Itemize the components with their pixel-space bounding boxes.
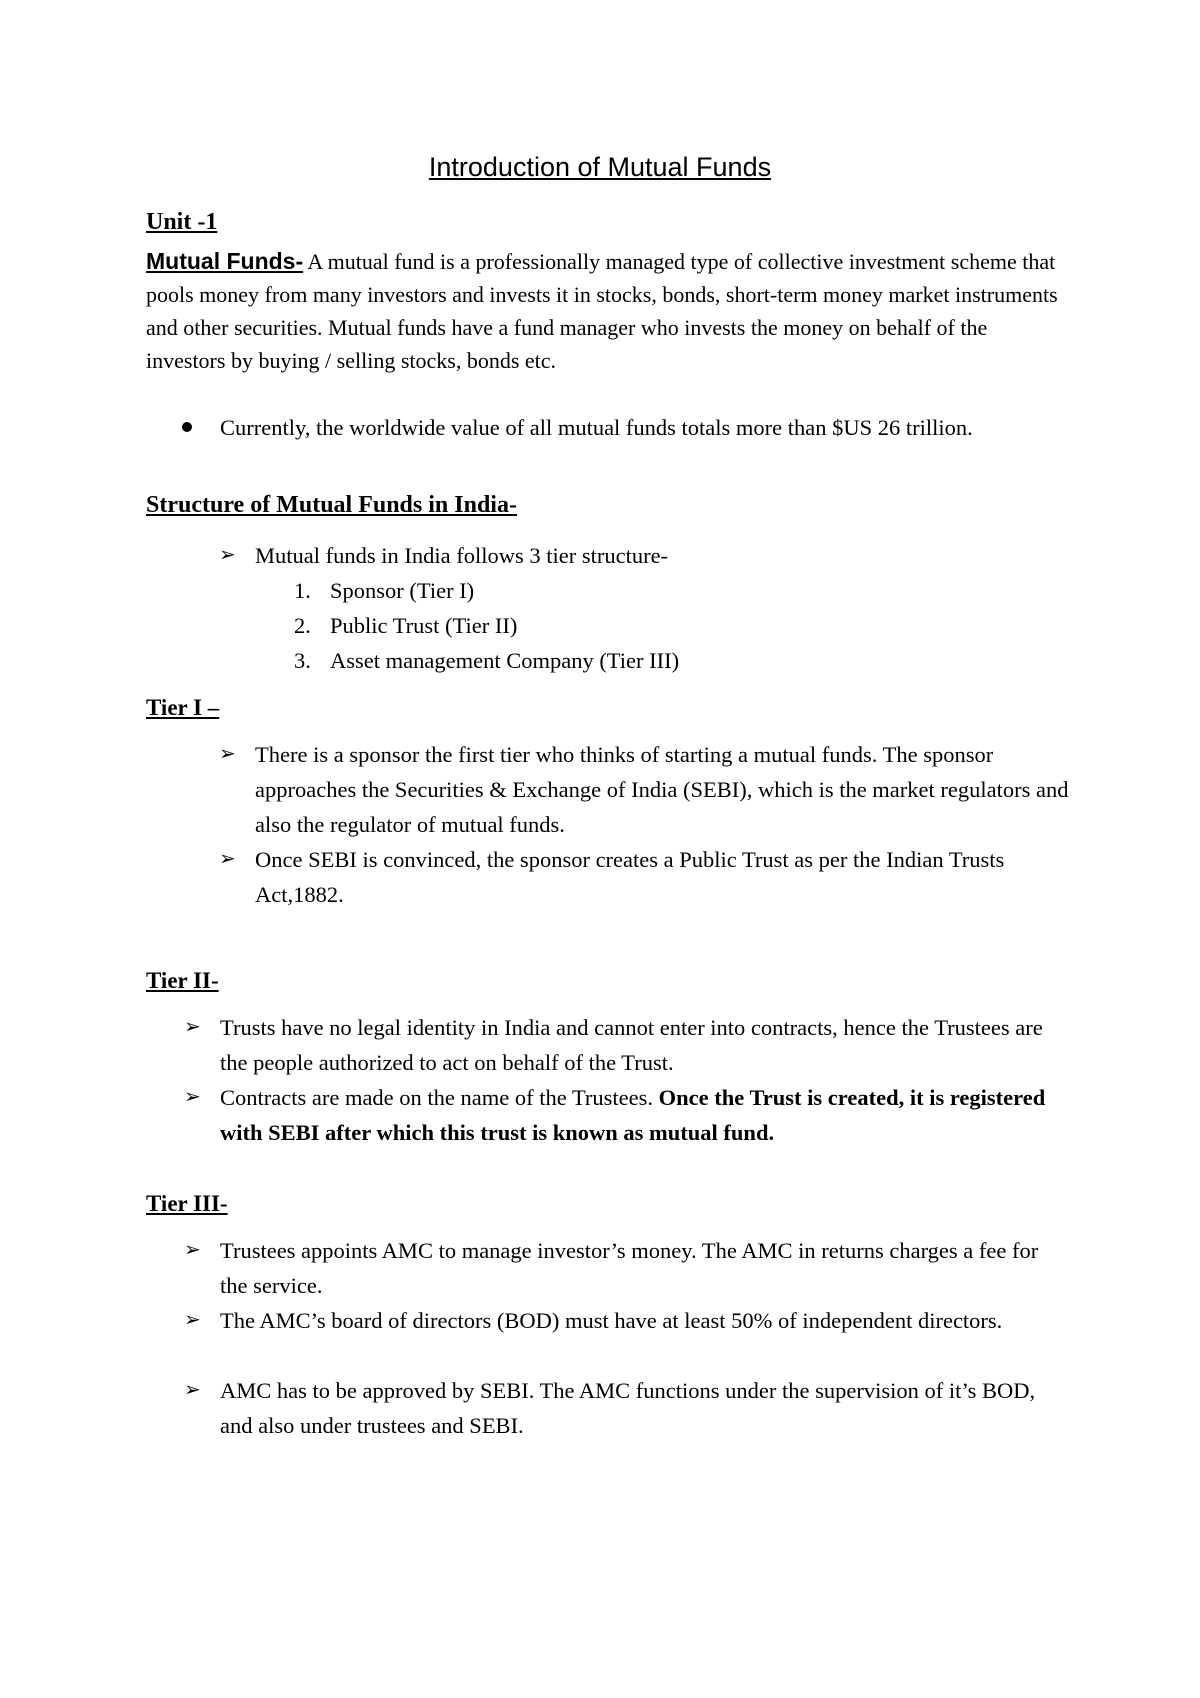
intro-lead: Mutual Funds-: [146, 248, 304, 274]
arrow-bullet-icon: ➢: [219, 544, 236, 566]
list-item: [219, 842, 1075, 912]
page-title: Introduction of Mutual Funds: [428, 152, 772, 182]
bullet-dot-icon: [182, 422, 192, 432]
tier3-point-text: AMC has to be approved by SEBI. The AMC functions under the supervision of it’s BOD, and also under trustees and SEBI.: [220, 1378, 1036, 1438]
arrow-bullet-icon: ➢: [219, 848, 236, 870]
tier1-point-text: There is a sponsor the first tier who thinks of starting a mutual funds. The sponsor approaches the Securities & Exchange of India (SEBI), which is the market regulators and also the regulator of mutual funds.: [255, 742, 1069, 837]
intro-bullet-text: Currently, the worldwide value of all mutual funds totals more than $US 26 trillion.: [220, 415, 973, 440]
intro-text: A mutual fund is a professionally managed type of collective investment scheme that pools money from many investors and invests it in stocks, bonds, short-term money market instruments and other securities. Mutual funds have a fund manager who invests the money on behalf of the investors by buying / selling stocks, bonds etc.: [146, 249, 1058, 373]
tier1-heading: Tier I –: [146, 695, 220, 720]
list-item: [219, 737, 1075, 842]
list-number: 1.: [294, 578, 311, 603]
intro-paragraph: [146, 245, 1066, 377]
tier2-heading: Tier II-: [146, 968, 219, 993]
list-item: [294, 643, 680, 678]
list-item: [184, 1010, 1070, 1080]
list-text: Asset management Company (Tier III): [330, 648, 680, 673]
list-item: [294, 573, 475, 608]
list-item: [220, 410, 1040, 445]
structure-lead: Mutual funds in India follows 3 tier structure-: [255, 543, 669, 568]
structure-heading: Structure of Mutual Funds in India-: [146, 492, 517, 518]
arrow-bullet-icon: ➢: [219, 743, 236, 765]
tier3-point-text: Trustees appoints AMC to manage investor’s money. The AMC in returns charges a fee for the service.: [220, 1238, 1039, 1298]
tier2-point-text: Contracts are made on the name of the Trustees.: [220, 1085, 659, 1110]
list-item: [184, 1373, 1070, 1443]
tier1-point-text: Once SEBI is convinced, the sponsor creates a Public Trust as per the Indian Trusts Act,1882.: [255, 847, 1005, 907]
list-number: 2.: [294, 613, 311, 638]
tier3-heading: Tier III-: [146, 1191, 228, 1216]
arrow-bullet-icon: ➢: [184, 1239, 201, 1261]
arrow-bullet-icon: ➢: [184, 1379, 201, 1401]
list-text: Public Trust (Tier II): [330, 613, 518, 638]
list-item: [294, 608, 518, 643]
list-item: [184, 1080, 1070, 1150]
list-item: [219, 538, 1115, 573]
arrow-bullet-icon: ➢: [184, 1086, 201, 1108]
tier2-point-text: Trusts have no legal identity in India and cannot enter into contracts, hence the Trustees are the people authorized to act on behalf of the Trust.: [220, 1015, 1043, 1075]
list-item: [184, 1233, 1070, 1303]
list-number: 3.: [294, 648, 311, 673]
list-item: [184, 1303, 1070, 1338]
unit-heading: Unit -1: [146, 209, 218, 235]
arrow-bullet-icon: ➢: [184, 1309, 201, 1331]
tier2-point-bold-text: Once the Trust is created, it is registered with SEBI after which this trust is known as mutual fund.: [220, 1085, 1046, 1145]
list-text: Sponsor (Tier I): [330, 578, 475, 603]
arrow-bullet-icon: ➢: [184, 1016, 201, 1038]
tier3-point-text: The AMC’s board of directors (BOD) must have at least 50% of independent directors.: [220, 1308, 1003, 1333]
